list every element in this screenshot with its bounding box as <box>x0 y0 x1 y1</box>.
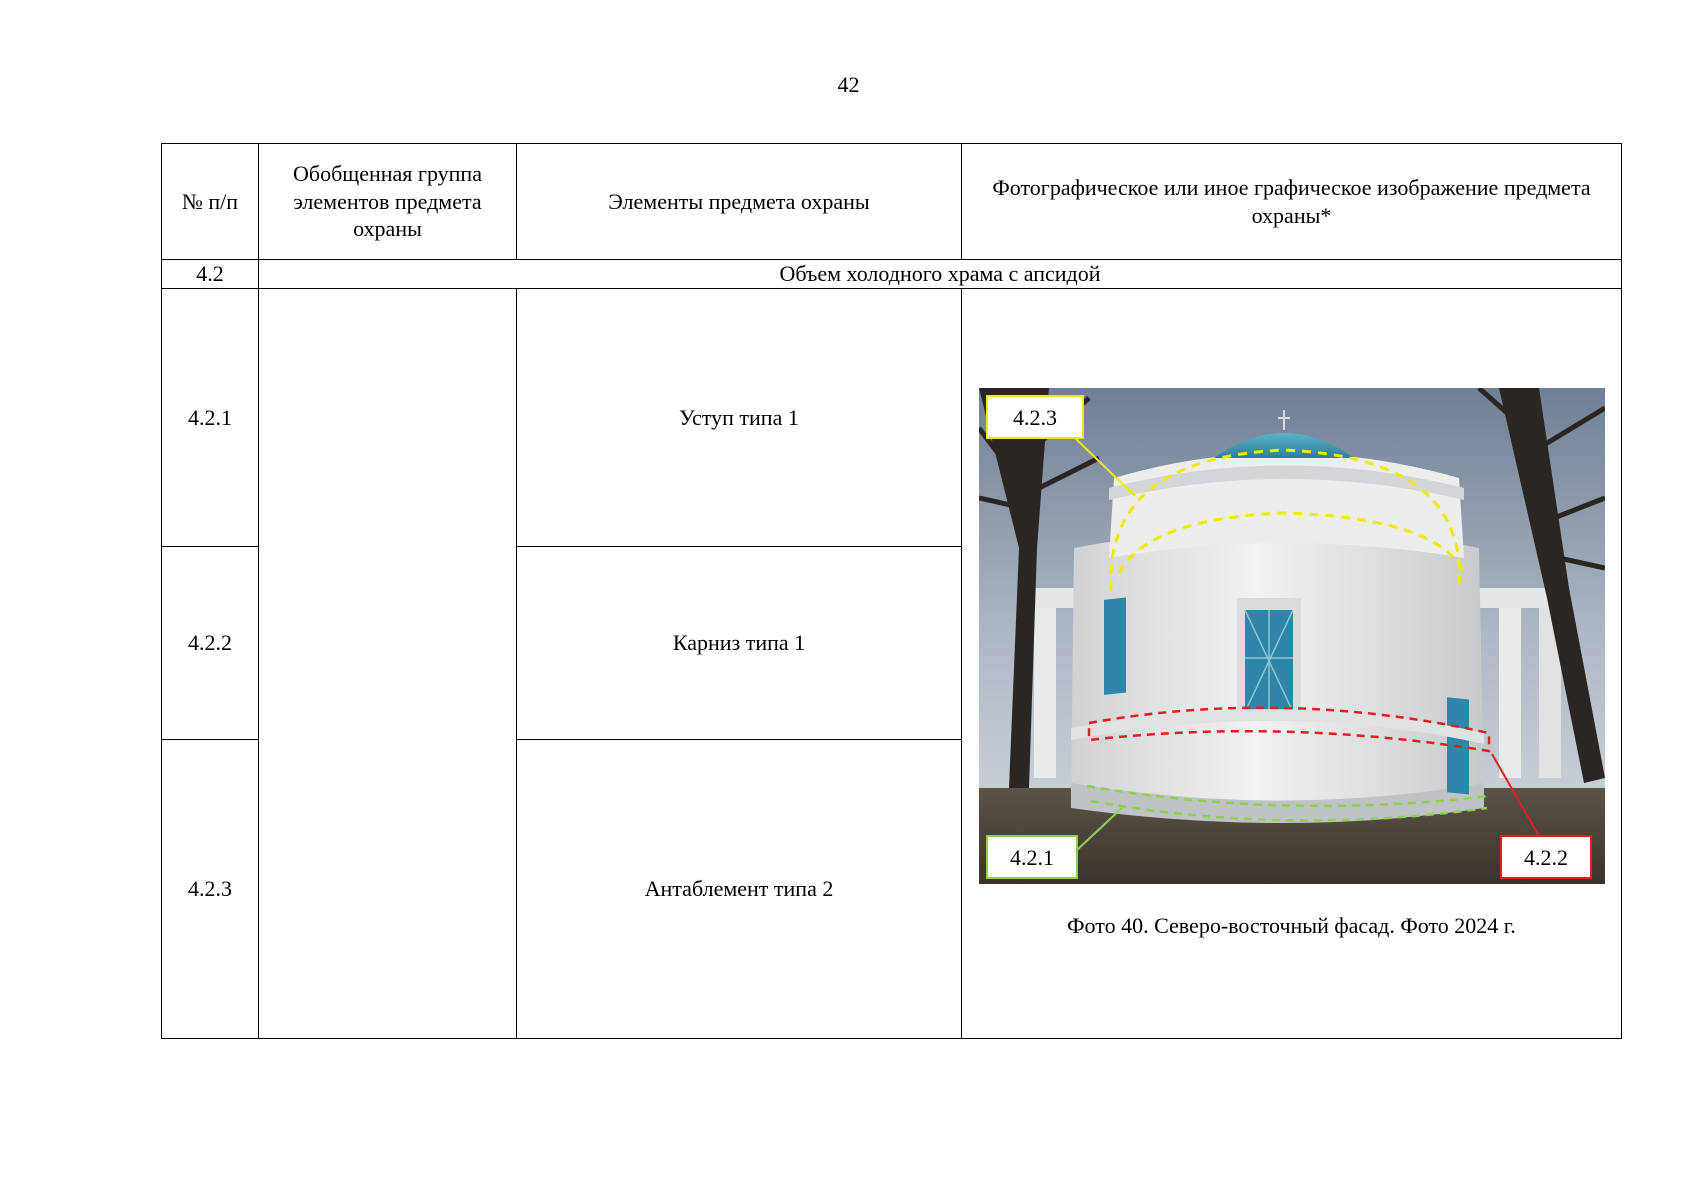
photo-cell <box>962 289 1622 1039</box>
row-num: 4.2.1 <box>162 289 259 547</box>
row-element: Антаблемент типа 2 <box>517 740 962 1039</box>
row-element: Карниз типа 1 <box>517 547 962 740</box>
header-image: Фотографическое или иное графическое изображение предмета охраны* <box>962 144 1622 260</box>
page-number: 42 <box>837 72 860 97</box>
heritage-elements-table <box>161 143 1622 1039</box>
header-group: Обобщенная группа элементов предмета охраны <box>259 144 517 260</box>
photo-caption: Фото 40. Северо-восточный фасад. Фото 2024 г. <box>1067 912 1516 938</box>
section-title: Объем холодного храма с апсидой <box>259 260 1622 289</box>
row-element: Уступ типа 1 <box>517 289 962 547</box>
row-num: 4.2.3 <box>162 740 259 1039</box>
row-num: 4.2.2 <box>162 547 259 740</box>
header-elements: Элементы предмета охраны <box>517 144 962 260</box>
callout-4-2-3-label: 4.2.3 <box>1012 404 1057 430</box>
group-cell <box>259 289 517 1039</box>
section-row <box>162 260 1622 289</box>
table-header-row <box>162 144 1622 260</box>
section-num: 4.2 <box>162 260 259 289</box>
table-row <box>162 289 1622 547</box>
photo-figure <box>979 388 1605 940</box>
callout-4-2-2-label: 4.2.2 <box>1523 844 1568 870</box>
church-photo <box>979 388 1605 884</box>
callout-4-2-1-label: 4.2.1 <box>1009 844 1054 870</box>
header-num: № п/п <box>162 144 259 260</box>
